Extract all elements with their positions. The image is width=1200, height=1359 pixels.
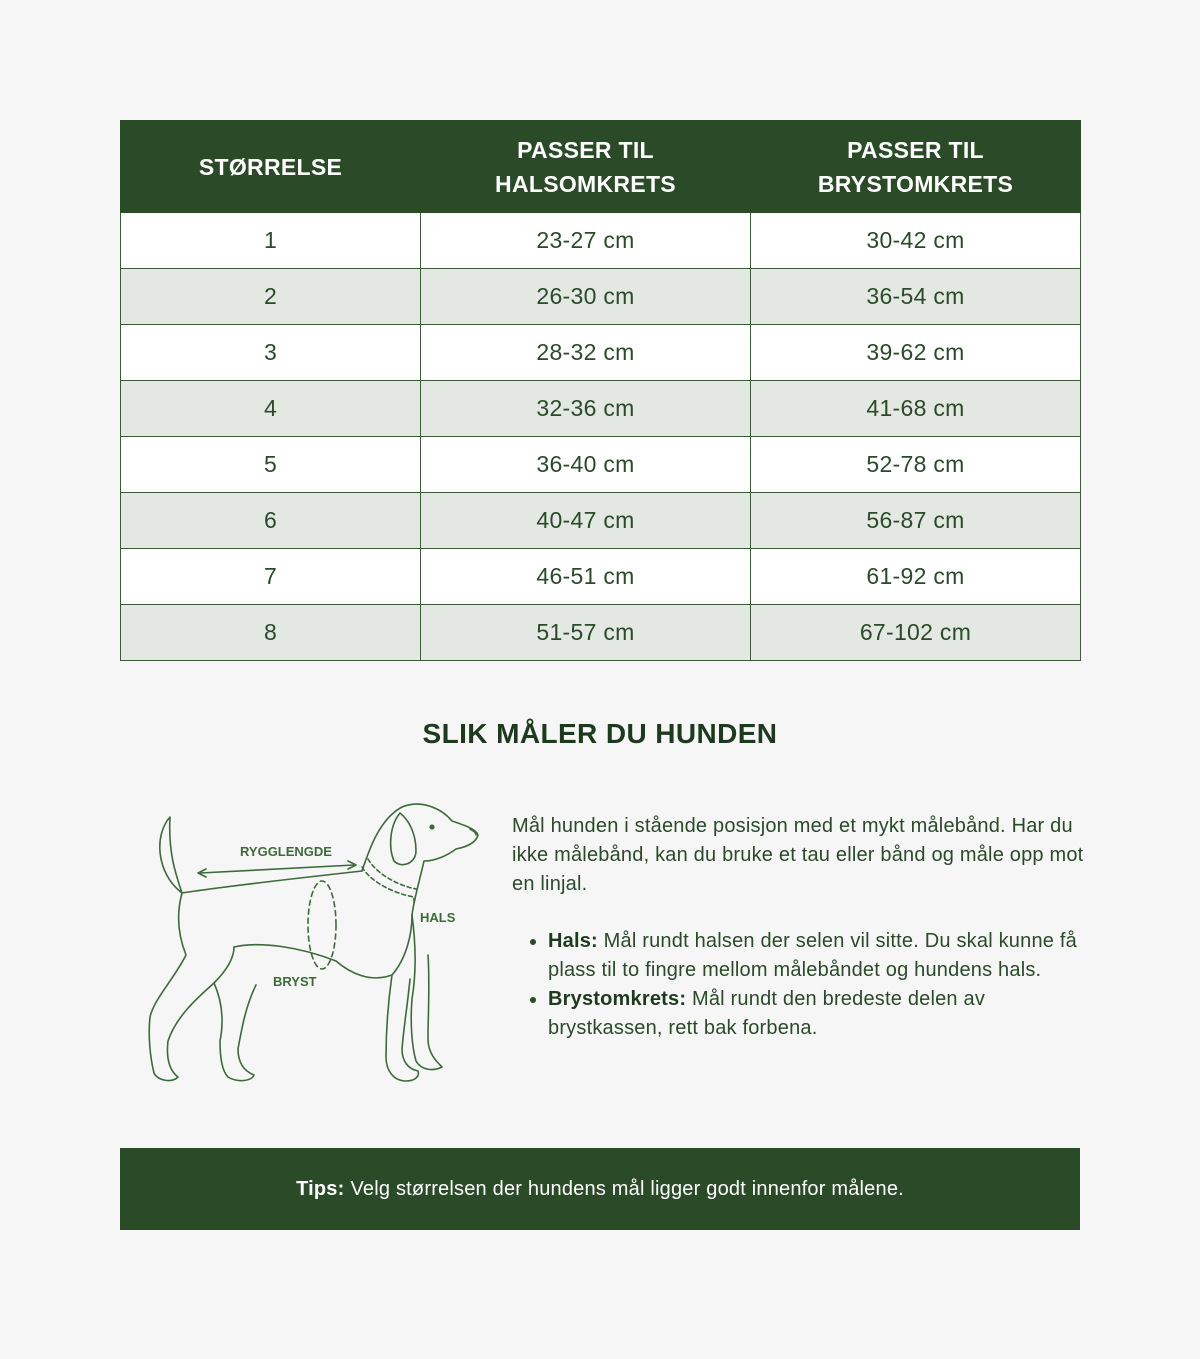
header-neck <box>421 121 751 213</box>
header-neck-label: PASSER TIL HALSOMKRETS <box>495 136 676 197</box>
size-cell: 4 <box>121 381 421 437</box>
table-row <box>121 493 1081 549</box>
header-size <box>121 121 421 213</box>
table-row <box>121 605 1081 661</box>
neck-cell: 23-27 cm <box>421 213 751 269</box>
tips-banner <box>120 1148 1080 1230</box>
chest-cell: 36-54 cm <box>751 269 1081 325</box>
table-row <box>121 549 1081 605</box>
tips-text: Velg størrelsen der hundens mål ligger godt innenfor målene. <box>350 1177 904 1200</box>
header-size-label: STØRRELSE <box>198 153 343 180</box>
table-header-row <box>121 121 1081 213</box>
header-chest-label: PASSER TIL BRYSTOMKRETS <box>817 136 1014 197</box>
tips-label: Tips: <box>296 1177 345 1200</box>
size-cell: 6 <box>121 493 421 549</box>
neck-cell: 26-30 cm <box>421 269 751 325</box>
neck-cell: 46-51 cm <box>421 549 751 605</box>
back-length-label: RYGGLENGDE <box>240 844 332 859</box>
size-table <box>120 120 1081 661</box>
howto-title: SLIK MÅLER DU HUNDEN <box>422 718 778 749</box>
neck-cell: 40-47 cm <box>421 493 751 549</box>
table-row <box>121 213 1081 269</box>
bullet-label: Hals: <box>548 930 598 952</box>
howto-bullets <box>512 927 1087 1043</box>
chest-cell: 61-92 cm <box>751 549 1081 605</box>
size-cell: 1 <box>121 213 421 269</box>
chest-cell: 52-78 cm <box>751 437 1081 493</box>
neck-cell: 32-36 cm <box>421 381 751 437</box>
neck-cell: 36-40 cm <box>421 437 751 493</box>
bullet-text: Mål rundt halsen der selen vil sitte. Du skal kunne få plass til to fingre mellom målebåndet og hundens hals. <box>548 930 1077 981</box>
size-cell: 5 <box>121 437 421 493</box>
neck-label: HALS <box>420 910 456 925</box>
howto-description <box>512 812 1087 1043</box>
table-row <box>121 325 1081 381</box>
header-chest <box>751 121 1081 213</box>
neck-cell: 51-57 cm <box>421 605 751 661</box>
list-item <box>548 927 1087 985</box>
chest-cell: 41-68 cm <box>751 381 1081 437</box>
howto-intro: Mål hunden i stående posisjon med et mykt målebånd. Har du ikke målebånd, kan du bruke et tau eller bånd og måle opp mot en linjal. <box>512 815 1084 895</box>
table-row <box>121 381 1081 437</box>
chest-cell: 30-42 cm <box>751 213 1081 269</box>
list-item <box>548 985 1087 1043</box>
neck-measure-dashes-icon <box>362 867 414 905</box>
chest-cell: 39-62 cm <box>751 325 1081 381</box>
chest-cell: 67-102 cm <box>751 605 1081 661</box>
table-row <box>121 437 1081 493</box>
size-cell: 8 <box>121 605 421 661</box>
dog-measurement-diagram <box>130 795 490 1095</box>
table-row <box>121 269 1081 325</box>
size-cell: 2 <box>121 269 421 325</box>
neck-cell: 28-32 cm <box>421 325 751 381</box>
bullet-label: Brystomkrets: <box>548 988 687 1010</box>
bullet-text: Mål rundt den bredeste delen av brystkassen, rett bak forbena. <box>548 988 986 1039</box>
chest-label: BRYST <box>273 974 317 989</box>
size-cell: 3 <box>121 325 421 381</box>
size-cell: 7 <box>121 549 421 605</box>
chest-cell: 56-87 cm <box>751 493 1081 549</box>
